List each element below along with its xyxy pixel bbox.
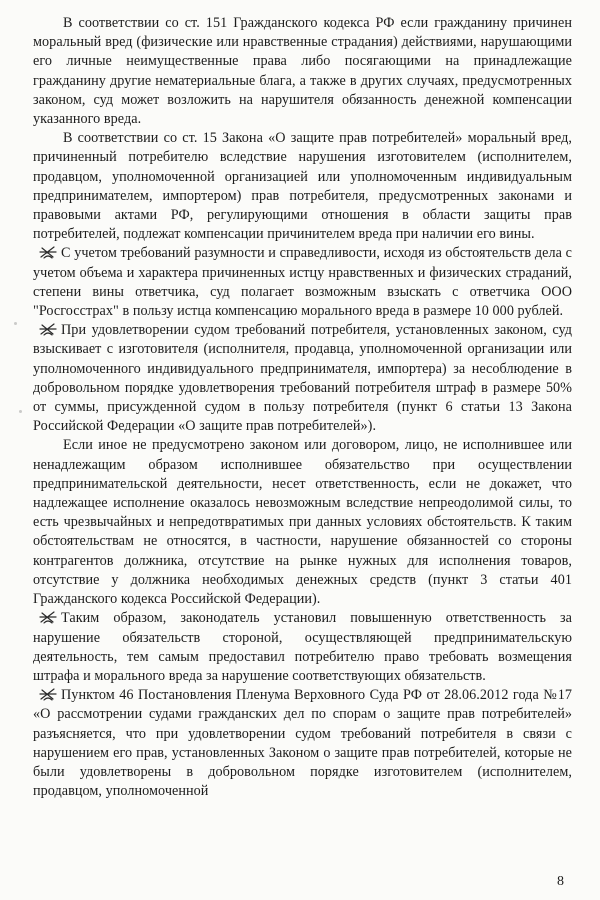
paragraph-4 [33,321,572,436]
scan-speck [19,410,22,413]
page-number: 8 [557,874,564,889]
paragraph-6 [33,609,572,686]
handwritten-mark-icon [39,610,57,624]
handwritten-mark-icon [39,687,57,701]
paragraph-3 [33,244,572,321]
paragraph-text: В соответствии со ст. 15 Закона «О защите прав потребителей» моральный вред, причиненный потребителю вследствие нарушения изготовителем (исполнителем, продавцом, уполномоченной организацией или уполномоченным индивидуальным предпринимателем, импортером) прав потребителя, предусмотренных законами и правовыми актами РФ, регулирующими отношения в области защиты прав потребителей, подлежат компенсации причинителем вреда при наличии его вины. [33,130,572,243]
paragraph-text: Таким образом, законодатель установил повышенную ответственность за нарушение обязательств стороной, осуществляющей предпринимательскую деятельность, тем самым предоставил потребителю право требовать возмещения штрафа и морального вреда за нарушение соответствующих обязательств. [33,610,572,684]
handwritten-mark-icon [39,245,57,259]
paragraph-5 [33,436,572,609]
scan-speck [14,322,17,325]
handwritten-mark-icon [39,322,57,336]
paragraph-2 [33,129,572,244]
paragraph-text: Если иное не предусмотрено законом или договором, лицо, не исполнившее или ненадлежащим образом исполнившее обязательство при осуществлении предпринимательской деятельности, несет ответственность, если не докажет, что надлежащее исполнение оказалось невозможным вследствие непреодолимой силы, то есть чрезвычайных и непредотвратимых при данных условиях обстоятельств. К таким обстоятельствам не относятся, в частности, нарушение обязанностей со стороны контрагентов должника, отсутствие на рынке нужных для исполнения товаров, отсутствие у должника необходимых денежных средств (пункт 3 статьи 401 Гражданского кодекса Российской Федерации). [33,437,572,608]
paragraph-text: С учетом требований разумности и справедливости, исходя из обстоятельств дела с учетом объема и характера причиненных истцу нравственных и физических страданий, степени вины ответчика, суд полагает возможным взыскать с ответчика ООО "Росгосстрах" в пользу истца компенсацию морального вреда в размере 10 000 рублей. [33,245,572,320]
paragraph-1 [33,14,572,129]
document-body [33,14,572,801]
paragraph-text: Пунктом 46 Постановления Пленума Верховного Суда РФ от 28.06.2012 года №17 «О рассмотрении судами гражданских дел по спорам о защите прав потребителей» разъясняется, что при удовлетворении судом требований потребителя в связи с нарушением его прав, установленных Законом о защите прав потребителей, которые не были удовлетворены в добровольном порядке изготовителем (исполнителем, продавцом, уполномоченной [33,687,572,800]
paragraph-text: При удовлетворении судом требований потребителя, установленных законом, суд взыскивает с изготовителя (исполнителя, продавца, уполномоченной организации или уполномоченного индивидуального предпринимателя, импортера) за несоблюдение в добровольном порядке удовлетворения требований потребителя штраф в размере 50% от суммы, присужденной судом в пользу потребителя (пункт 6 статьи 13 Закона Российской Федерации «О защите прав потребителей»). [33,322,572,435]
paragraph-7 [33,686,572,801]
paragraph-text: В соответствии со ст. 151 Гражданского кодекса РФ если гражданину причинен моральный вред (физические или нравственные страдания) действиями, нарушающими его личные неимущественные права либо посягающими на принадлежащие гражданину другие нематериальные блага, а также в других случаях, предусмотренных законом, суд может возложить на нарушителя обязанность денежной компенсации указанного вреда. [33,15,572,128]
